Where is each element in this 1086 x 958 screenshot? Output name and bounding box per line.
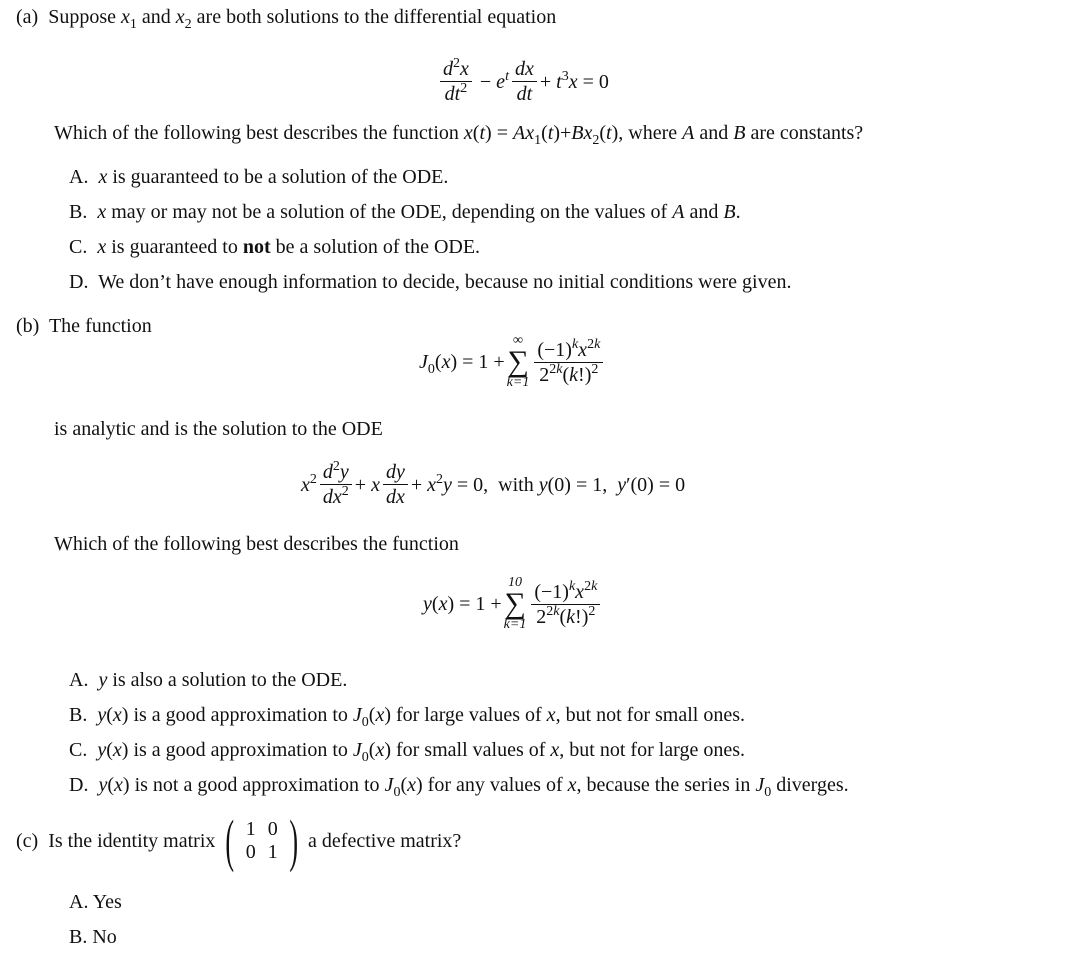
part-b-j0-equation: $J_0(x) = 1$ + ∞ ∑ k=1 $\frac{(-1)^kx^{2k}}{2^{2k}(k!)^2}$ [419,334,606,390]
part-b-middle: is analytic and is the solution to the ODE [54,418,383,440]
part-b-question: Which of the following best describes the function [54,533,459,555]
part-a-equation: $\frac{d^2x}{dt^2}$ − $e^t$ $\frac{dx}{dt}$ + $t^3x = 0$ [437,58,609,105]
part-c-option-b: B. No [69,926,117,948]
part-b-option-b: B. y(x) is a good approximation to $J_0(x)$ for large values of x, but not for small ones. [69,704,745,730]
part-a-intro: (a) Suppose $x_1$ and $x_2$ are both solutions to the differential equation [16,6,557,32]
part-b-option-d: D. y(x) is not a good approximation to $J_0(x)$ for any values of x, because the series in $J_0$ diverges. [69,774,849,800]
part-c-option-a: A. Yes [69,891,122,913]
part-a-option-a: A. x is guaranteed to be a solution of the ODE. [69,166,449,188]
part-b-intro: (b) The function [16,315,152,337]
part-b-ode: $x^2$ $\frac{d^2y}{dx^2}$ + x $\frac{dy}{dx}$ + $x^2y = 0$, with y(0) = 1, y′(0) = 0 [301,459,686,508]
part-b-y-equation: y(x) = 1 + 10 ∑ k=1 $\frac{(-1)^kx^{2k}}{2^{2k}(k!)^2}$ [423,576,603,632]
part-a-option-c: C. x is guaranteed to not be a solution of the ODE. [69,236,481,258]
matrix-left-paren: ( [225,808,235,873]
part-c-question: (c) Is the identity matrix ( 1 0 0 1 ) a defective matrix? [16,808,462,873]
part-a-option-b: B. x may or may not be a solution of the ODE, depending on the values of A and B. [69,201,741,223]
part-b-option-c: C. y(x) is a good approximation to $J_0(x)$ for small values of x, but not for large ones. [69,739,745,765]
part-b-option-a: A. y is also a solution to the ODE. [69,669,348,691]
part-a-option-d: D. We don’t have enough information to decide, because no initial conditions were given. [69,271,792,293]
part-a-question: Which of the following best describes the function $x(t) = Ax_1(t)+Bx_2(t)$, where A and B are constants? [54,122,864,148]
matrix-right-paren: ) [289,808,298,873]
identity-matrix: 1 0 0 1 [245,818,278,863]
